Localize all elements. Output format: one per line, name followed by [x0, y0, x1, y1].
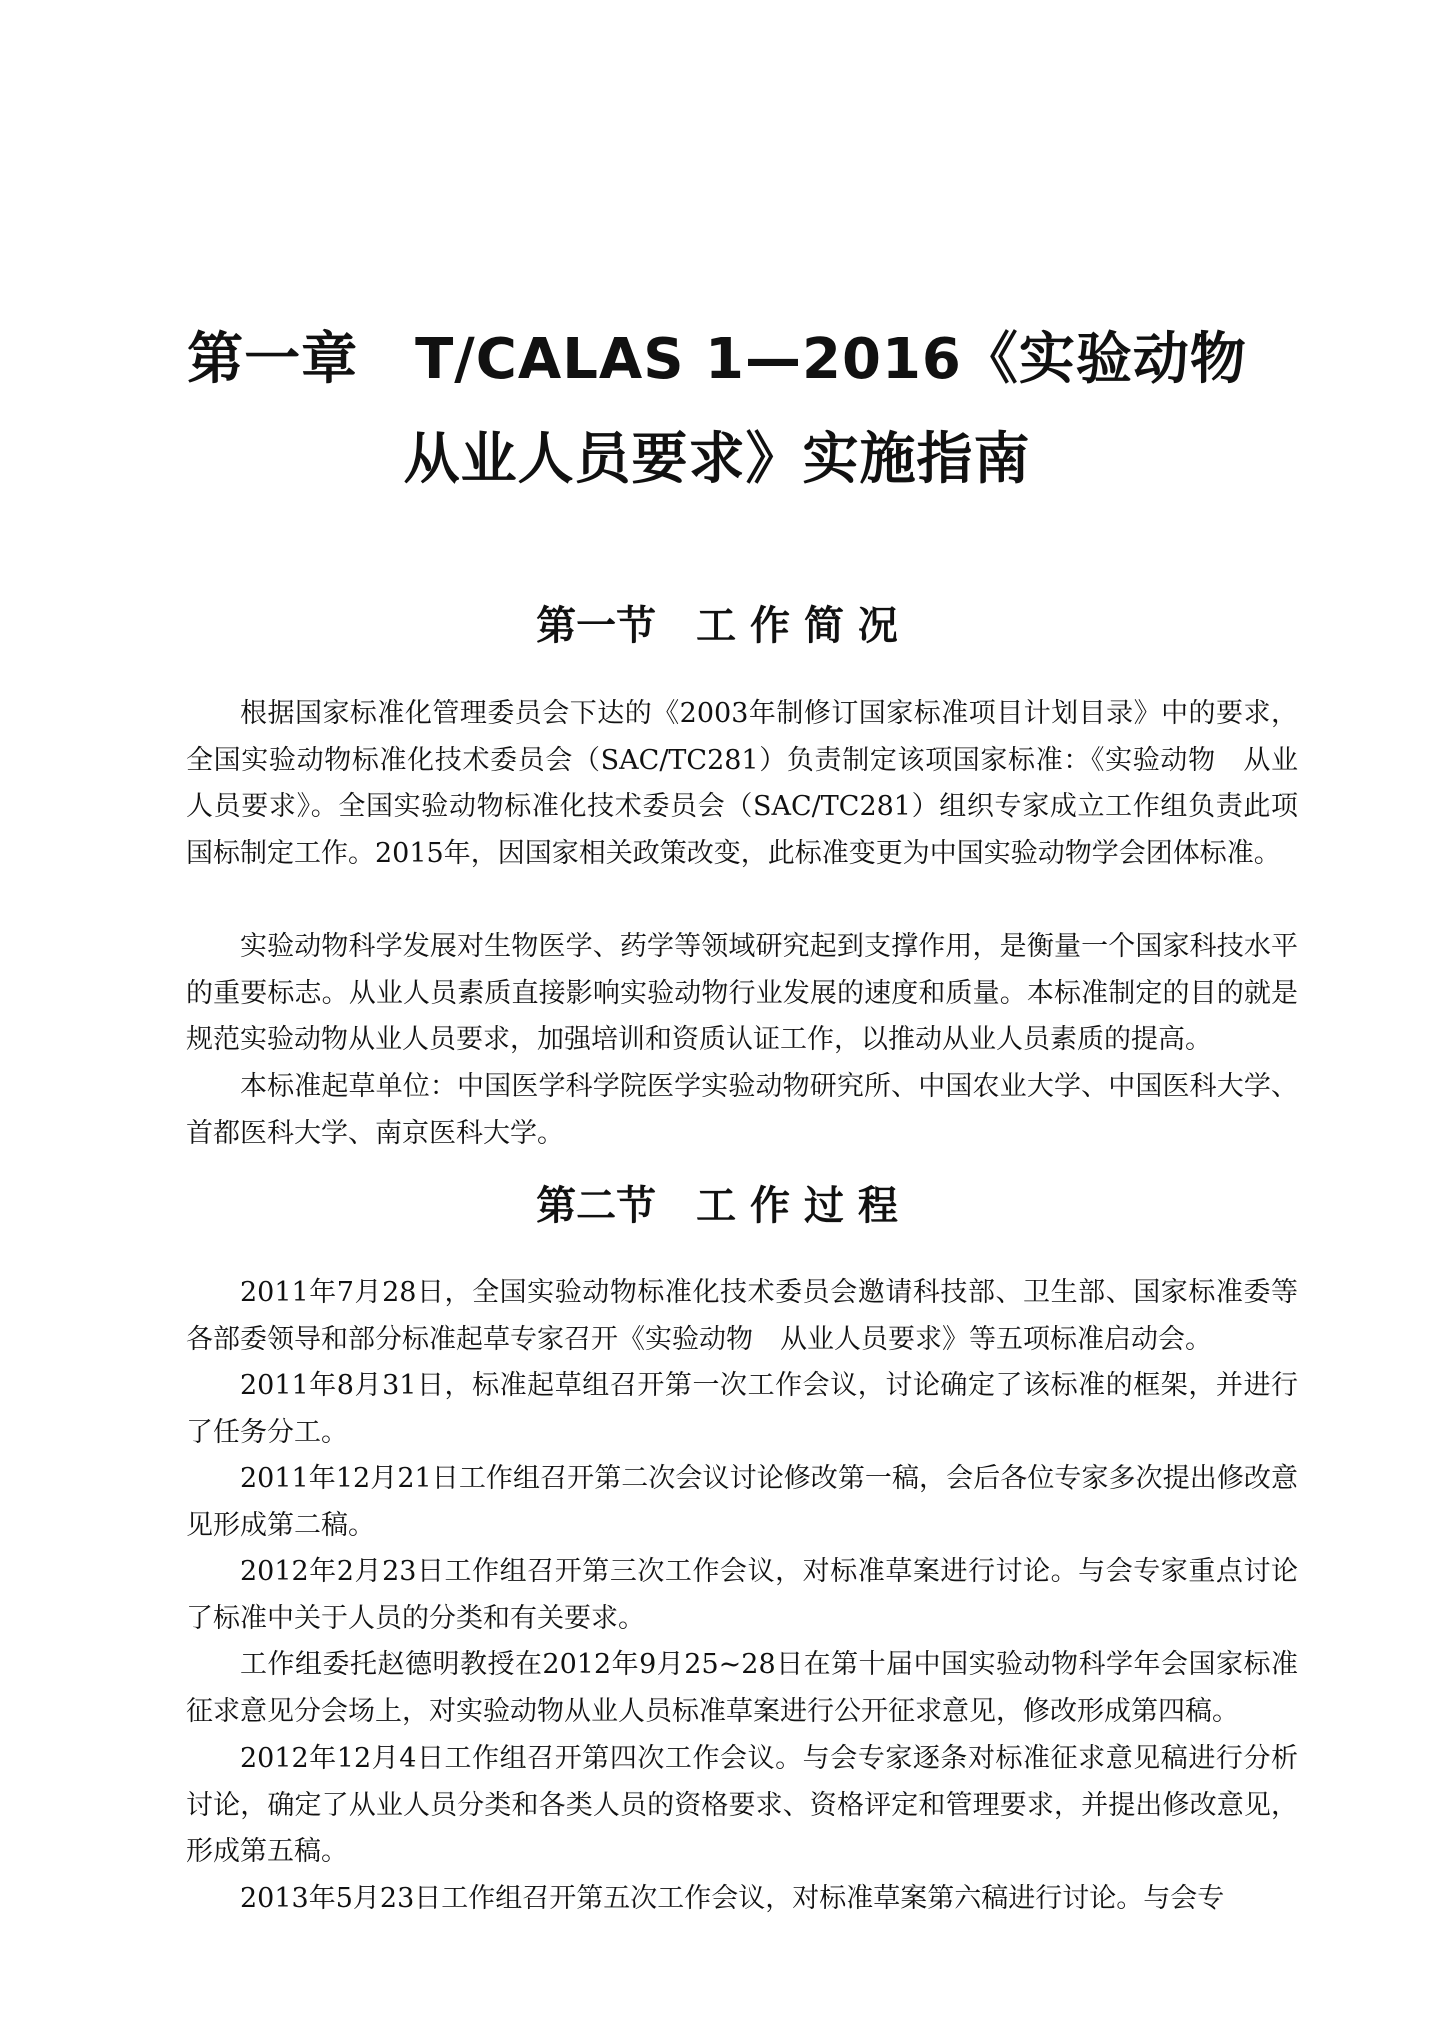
section-1-paragraph-1: 根据国家标准化管理委员会下达的《2003年制修订国家标准项目计划目录》中的要求，全国实验动物标准化技术委员会（SAC/TC281）负责制定该项国家标准：《实验动物 从业人员要求》。全国实验动物标准化技术委员会（SAC/TC281）组织专家成立工作组负责此项国标制定工作。2015年，因国家相关政策改变，此标准变更为中国实验动物学会团体标准。 [186, 698, 1298, 869]
chapter-title-line-1: 第一章 T/CALAS 1—2016《实验动物 [187, 327, 1247, 392]
section-2-paragraph-6: 2012年12月4日工作组召开第四次工作会议。与会专家逐条对标准征求意见稿进行分析讨论，确定了从业人员分类和各类人员的资格要求、资格评定和管理要求，并提出修改意见，形成第五稿。 [186, 1743, 1298, 1867]
section-2-paragraph-2: 2011年8月31日，标准起草组召开第一次工作会议，讨论确定了该标准的框架，并进行了任务分工。 [186, 1370, 1298, 1448]
section-2-paragraph-5: 工作组委托赵德明教授在2012年9月25~28日在第十届中国实验动物科学年会国家标准征求意见分会场上，对实验动物从业人员标准草案进行公开征求意见，修改形成第四稿。 [186, 1649, 1298, 1727]
section-1-title: 第一节 工 作 简 况 [536, 603, 898, 649]
section-1-paragraph-3: 本标准起草单位：中国医学科学院医学实验动物研究所、中国农业大学、中国医科大学、首都医科大学、南京医科大学。 [186, 1071, 1298, 1149]
section-1-paragraph-2: 实验动物科学发展对生物医学、药学等领域研究起到支撑作用，是衡量一个国家科技水平的重要标志。从业人员素质直接影响实验动物行业发展的速度和质量。本标准制定的目的就是规范实验动物从业人员要求，加强培训和资质认证工作，以推动从业人员素质的提高。 [186, 931, 1298, 1055]
section-2-title: 第二节 工 作 过 程 [536, 1183, 898, 1229]
section-2-paragraph-3: 2011年12月21日工作组召开第二次会议讨论修改第一稿，会后各位专家多次提出修改意见形成第二稿。 [186, 1463, 1298, 1541]
chapter-title-line-2: 从业人员要求》实施指南 [403, 427, 1031, 492]
section-2-paragraph-7: 2013年5月23日工作组召开第五次工作会议，对标准草案第六稿进行讨论。与会专 [240, 1883, 1225, 1914]
section-2-paragraph-1: 2011年7月28日，全国实验动物标准化技术委员会邀请科技部、卫生部、国家标准委等各部委领导和部分标准起草专家召开《实验动物 从业人员要求》等五项标准启动会。 [186, 1277, 1298, 1355]
section-2-paragraph-4: 2012年2月23日工作组召开第三次工作会议，对标准草案进行讨论。与会专家重点讨论了标准中关于人员的分类和有关要求。 [186, 1556, 1298, 1634]
